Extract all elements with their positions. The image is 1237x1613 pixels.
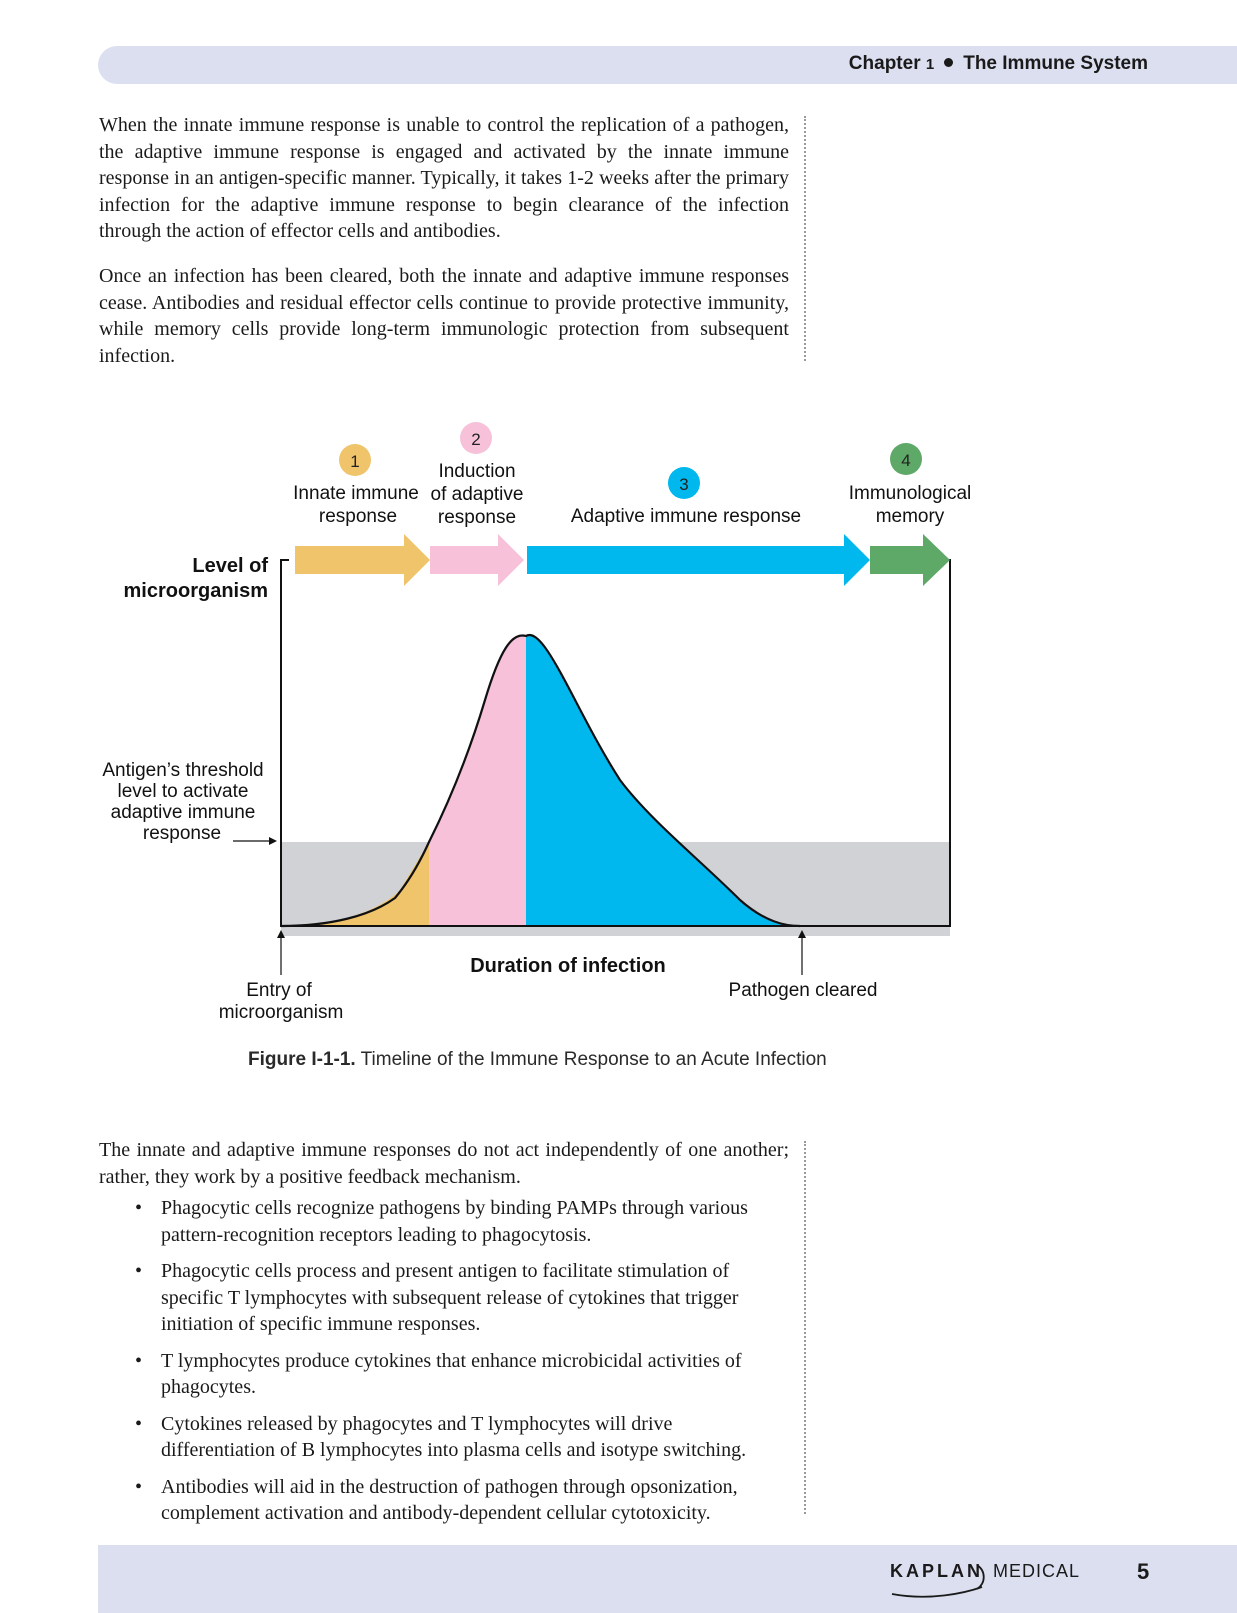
bullet-icon: • bbox=[135, 1197, 143, 1219]
caption-text: Timeline of the Immune Response to an Acute Infection bbox=[355, 1049, 827, 1070]
bullet-icon: • bbox=[135, 1412, 143, 1435]
list-item bbox=[135, 1411, 788, 1464]
bullet-text: T lymphocytes produce cytokines that enhance microbicidal activities of phagocytes. bbox=[161, 1349, 742, 1398]
curve-induction-segment bbox=[429, 635, 526, 926]
chapter-title: The Immune System bbox=[963, 53, 1148, 74]
bullet-text: Cytokines released by phagocytes and T lymphocytes will drive differentiation of B lymphocytes into plasma cells and isotype switching. bbox=[161, 1412, 747, 1461]
page-number: 5 bbox=[1137, 1559, 1150, 1584]
bullet-icon: • bbox=[135, 1475, 143, 1498]
list-item bbox=[135, 1474, 788, 1527]
arrow-induction bbox=[430, 534, 524, 586]
phase-2-label-line2: response bbox=[437, 507, 517, 528]
threshold-arrow-icon bbox=[269, 837, 277, 845]
immune-timeline-figure bbox=[0, 410, 1237, 1030]
bullet-text: Phagocytic cells process and present antigen to facilitate stimulation of specific T lymphocytes with subsequent release of cytokines that trigger initiation of specific immune responses. bbox=[161, 1260, 739, 1335]
phase-1-number: 1 bbox=[350, 452, 360, 471]
phase-4-label-line2: memory bbox=[875, 506, 945, 527]
bullet-dot-icon bbox=[944, 58, 953, 67]
phase-4-number: 4 bbox=[901, 451, 911, 470]
running-header bbox=[849, 53, 1148, 75]
y-axis-label-line2: microorganism bbox=[123, 580, 268, 602]
phase-2-number: 2 bbox=[471, 430, 481, 449]
entry-label-line1: Entry of bbox=[246, 980, 312, 1001]
list-item bbox=[135, 1258, 788, 1338]
x-axis-label: Duration of infection bbox=[470, 955, 666, 977]
bullet-icon: • bbox=[135, 1260, 143, 1282]
bullet-icon: • bbox=[135, 1349, 143, 1372]
cleared-label: Pathogen cleared bbox=[728, 980, 878, 1001]
phase-4-label-line1: Immunological bbox=[848, 483, 972, 504]
timeline-diagram bbox=[0, 410, 1237, 1030]
arrow-innate bbox=[295, 534, 430, 586]
threshold-label-line3: adaptive immune bbox=[110, 802, 256, 823]
phase-2-label-line0: Induction bbox=[438, 461, 516, 482]
figure-caption bbox=[248, 1049, 827, 1071]
publisher-logo bbox=[890, 1561, 1080, 1582]
sidebar-divider-lower bbox=[804, 1141, 806, 1514]
caption-label: Figure I-1-1. bbox=[248, 1049, 356, 1070]
arrow-memory bbox=[870, 534, 950, 586]
bullet-text: Phagocytic cells recognize pathogens by binding PAMPs through various pattern-recognition receptors leading to phagocytosis. bbox=[161, 1197, 748, 1246]
threshold-label-line4: response bbox=[142, 823, 222, 844]
paragraph-feedback: The innate and adaptive immune responses do not act independently of one another; rather, they work by a positive feedback mechanism. bbox=[99, 1139, 789, 1188]
phase-1-label-line2: response bbox=[318, 506, 398, 527]
threshold-label-line2: level to activate bbox=[117, 781, 249, 802]
y-axis-label-line1: Level of bbox=[192, 555, 268, 577]
threshold-label-line1: Antigen’s threshold bbox=[102, 760, 264, 781]
arrow-adaptive bbox=[527, 534, 870, 586]
list-item bbox=[135, 1195, 788, 1248]
chapter-number: 1 bbox=[925, 56, 935, 73]
phase-3-label: Adaptive immune response bbox=[570, 506, 802, 527]
entry-label-line2: microorganism bbox=[218, 1002, 344, 1023]
brand-sub: MEDICAL bbox=[993, 1561, 1081, 1581]
phase-3-number: 3 bbox=[679, 475, 689, 494]
paragraph-adaptive-activation: When the innate immune response is unable to control the replication of a pathogen, the adaptive immune response is engaged and activated by the innate immune response in an antigen-specific manner. Typically, it takes 1-2 weeks after the primary infection for the adaptive immune response to begin clearance of the infection through the action of effector cells and antibodies. bbox=[99, 114, 789, 242]
chapter-word: Chapter bbox=[848, 53, 921, 74]
list-item bbox=[135, 1348, 788, 1401]
bullet-text: Antibodies will aid in the destruction of pathogen through opsonization, complement activation and antibody-dependent cellular cytotoxicity. bbox=[161, 1475, 738, 1524]
feedback-bullet-list bbox=[135, 1195, 788, 1537]
phase-1-label-line1: Innate immune bbox=[293, 483, 419, 504]
paragraph-infection-cleared: Once an infection has been cleared, both the innate and adaptive immune responses cease. Antibodies and residual effector cells continue to provide protective immunity, while memory cells provide long-term immunologic protection from subsequent infection. bbox=[99, 265, 789, 367]
brand-name: KAPLAN bbox=[890, 1561, 983, 1581]
phase-2-label-line1: of adaptive bbox=[430, 484, 524, 505]
sidebar-divider bbox=[804, 116, 806, 361]
